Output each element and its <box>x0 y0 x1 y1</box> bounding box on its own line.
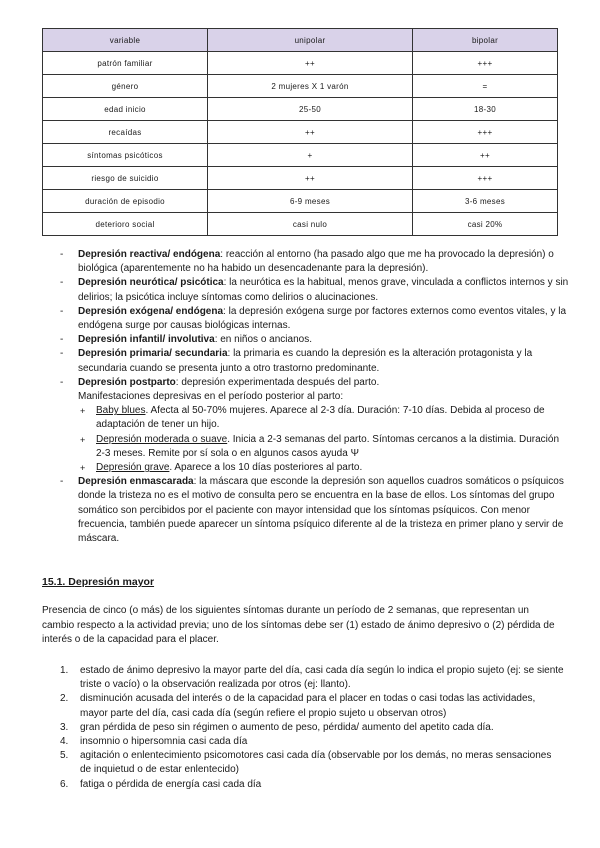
table-cell: ++ <box>413 144 558 167</box>
list-item <box>60 347 570 375</box>
table-row <box>43 190 558 213</box>
table-cell: 2 mujeres X 1 varón <box>208 75 413 98</box>
list-item <box>60 664 565 692</box>
list-item <box>60 735 565 749</box>
table-cell: casi 20% <box>413 213 558 236</box>
table-cell: + <box>208 144 413 167</box>
item-text: estado de ánimo depresivo la mayor parte del día, casi cada día según lo indica el propio sujeto (ej: se siente triste o vacío) o la observación realizada por otros (ej: llanto). <box>80 665 564 691</box>
table-cell: edad inicio <box>43 98 208 121</box>
bullet-text: : la máscara que esconde la depresión son aquellos cuadros somáticos o psíquicos donde la tristeza no es el motivo de consulta pero se encuentra en la base de ellos. Los síntomas del grupo somático son percibidos por el paciente con mayor intensidad que los síntomas psíquicos. Con menor frecuencia, también puede aparecer un síntoma psíquico diferente al de la tristeza en primer plano y servir de máscara. <box>78 476 564 545</box>
bullet-dash: - <box>60 249 64 260</box>
table-cell: 25-50 <box>208 98 413 121</box>
table-cell: género <box>43 75 208 98</box>
bullet-term: Depresión infantil/ involutiva <box>78 334 215 346</box>
sub-term: Depresión grave <box>96 462 170 474</box>
table-cell: = <box>413 75 558 98</box>
table-row <box>43 121 558 144</box>
item-text: fatiga o pérdida de energía casi cada día <box>80 778 262 790</box>
item-text: insomnio o hipersomnia casi cada día <box>80 736 248 748</box>
table-cell: deterioro social <box>43 213 208 236</box>
table-cell: 18-30 <box>413 98 558 121</box>
table-cell: ++ <box>208 167 413 190</box>
item-number: 4. <box>60 736 69 748</box>
bullet-dash: - <box>60 376 64 388</box>
table-cell: 3-6 meses <box>413 190 558 213</box>
table-cell: +++ <box>413 167 558 190</box>
list-item <box>60 475 570 546</box>
bullet-text: : en niños o ancianos. <box>214 334 312 346</box>
table-row <box>43 144 558 167</box>
bullet-term: Depresión neurótica/ psicótica <box>78 277 224 289</box>
bullet-term: Depresión reactiva/ endógena <box>78 249 221 260</box>
table-row <box>43 75 558 98</box>
list-item <box>60 248 570 276</box>
table-row <box>43 213 558 236</box>
bullet-text: : la depresión exógena surge por factores externos como eventos vitales, y la endógena surge por causas biológicas internas. <box>78 305 567 332</box>
table-row <box>43 52 558 75</box>
list-item <box>60 692 565 720</box>
bullet-text: : depresión experimentada después del parto. <box>175 376 380 388</box>
bullet-term: Depresión exógena/ endógena <box>78 305 224 317</box>
plus-bullet: + <box>80 463 86 474</box>
intro-paragraph: Presencia de cinco (o más) de los siguientes síntomas durante un período de 2 semanas, que representan un cambio respecto a la actividad previa; uno de los síntomas debe ser (1) estado de ánimo depresivo o (2) pérdida de interés o de la capacidad para el placer. <box>42 605 555 645</box>
list-item <box>60 305 570 333</box>
bullet-term: Depresión primaria/ secundaria <box>78 348 228 360</box>
list-item <box>60 276 570 304</box>
sub-list-item <box>60 433 570 461</box>
plus-bullet: + <box>80 434 86 445</box>
table-cell: riesgo de suicidio <box>43 167 208 190</box>
table-cell: ++ <box>208 121 413 144</box>
item-text: gran pérdida de peso sin régimen o aumento de peso, pérdida/ aumento del apetito cada día. <box>80 721 494 733</box>
list-item <box>60 333 570 347</box>
table-cell: síntomas psicóticos <box>43 144 208 167</box>
bullet-text: : la primaria es cuando la depresión es la alteración protagonista y la secundaria cuando se presenta junto a otro trastorno predominante. <box>78 348 533 374</box>
sub-term: Depresión moderada o suave <box>96 433 228 445</box>
table-cell: +++ <box>413 121 558 144</box>
table-cell: recaídas <box>43 121 208 144</box>
table-cell: patrón familiar <box>43 52 208 75</box>
table-cell: +++ <box>413 52 558 75</box>
item-number: 1. <box>60 665 69 676</box>
header-bipolar: bipolar <box>413 29 558 52</box>
list-item <box>60 778 565 792</box>
sub-term: Baby blues <box>96 405 146 417</box>
bullet-extra-text: Manifestaciones depresivas en el período posterior al parto: <box>78 391 344 403</box>
table-header-row <box>43 29 558 52</box>
item-number: 5. <box>60 750 69 762</box>
bullet-text: : la neurótica es la habitual, menos grave, vinculada a conflictos internos y sin delirios; la psicótica incluye síntomas como delirios o alucinaciones. <box>78 277 569 303</box>
bullet-dash: - <box>60 305 64 317</box>
item-number: 2. <box>60 693 69 705</box>
section-title: 15.1. Depresión mayor <box>42 576 155 588</box>
item-text: agitación o enlentecimiento psicomotores casi cada día (observable por los demás, no meras sensaciones de inquietud o de estar enlentecido) <box>80 750 552 776</box>
sub-list-item <box>60 461 570 475</box>
table-row <box>43 98 558 121</box>
table-cell: 6-9 meses <box>208 190 413 213</box>
bullet-dash: - <box>60 277 64 289</box>
sub-text: . Afecta al 50-70% mujeres. Aparece al 2-3 día. Duración: 7-10 días. Debida al proceso de adaptación de tener un hijo. <box>96 405 545 431</box>
bullet-term: Depresión postparto <box>78 376 176 388</box>
sub-list-item <box>60 404 570 432</box>
bullet-dash: - <box>60 348 64 360</box>
list-item <box>60 376 570 404</box>
bullet-dash: - <box>60 476 64 488</box>
criteria-list <box>60 664 565 792</box>
table-row <box>43 167 558 190</box>
item-number: 3. <box>60 721 69 733</box>
sub-text: . Inicia a 2-3 semanas del parto. Síntomas cercanos a la distimia. Duración 2-3 meses. Remite por sí sola o en algunos casos ayuda Ψ <box>96 433 560 459</box>
item-text: disminución acusada del interés o de la capacidad para el placer en todas o casi todas las actividades, mayor parte del día, casi cada día (según refiere el propio sujeto u observan otros) <box>80 693 536 719</box>
header-variable: variable <box>43 29 208 52</box>
bullet-term: Depresión enmascarada <box>78 476 194 488</box>
plus-bullet: + <box>80 406 86 417</box>
depression-types-list <box>60 248 570 546</box>
table-cell: duración de episodio <box>43 190 208 213</box>
comparison-table <box>42 28 558 236</box>
item-number: 6. <box>60 778 69 790</box>
list-item <box>60 721 565 735</box>
table-cell: casi nulo <box>208 213 413 236</box>
list-item <box>60 749 565 777</box>
header-unipolar: unipolar <box>208 29 413 52</box>
table-cell: ++ <box>208 52 413 75</box>
bullet-text: : reacción al entorno (ha pasado algo que me ha provocado la depresión) o biológica (aparentemente no ha habido un desencadenante para la depresión). <box>78 249 554 275</box>
sub-text: . Aparece a los 10 días posteriores al parto. <box>169 462 363 474</box>
bullet-dash: - <box>60 334 64 346</box>
